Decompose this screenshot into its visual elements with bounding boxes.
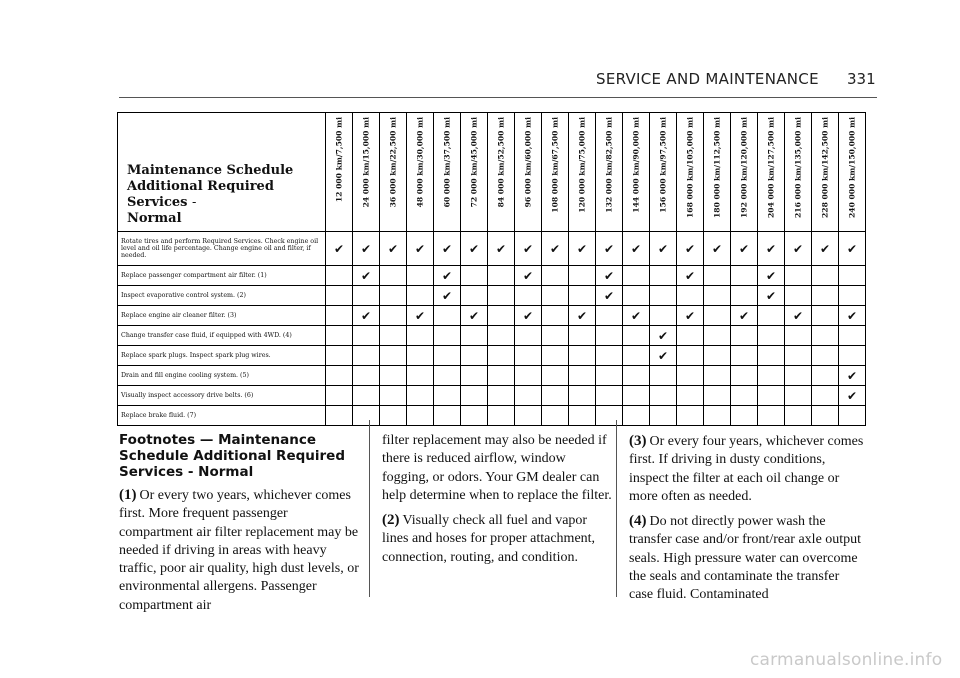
interval-label: 24 000 km/15,000 mi [361, 117, 371, 208]
empty-cell [353, 346, 380, 366]
interval-column-header [569, 113, 596, 232]
empty-cell [461, 266, 488, 286]
empty-cell [326, 346, 353, 366]
check-mark-icon: ✔ [839, 306, 866, 326]
empty-cell [380, 266, 407, 286]
interval-column-header [677, 113, 704, 232]
interval-label: 96 000 km/60,000 mi [523, 117, 533, 208]
empty-cell [758, 406, 785, 426]
empty-cell [380, 366, 407, 386]
empty-cell [407, 326, 434, 346]
interval-label: 36 000 km/22,500 mi [388, 117, 398, 208]
check-mark-icon: ✔ [488, 232, 515, 266]
empty-cell [407, 386, 434, 406]
empty-cell [731, 326, 758, 346]
empty-cell [785, 266, 812, 286]
empty-cell [380, 286, 407, 306]
table-header-row [118, 113, 866, 232]
interval-label: 60 000 km/37,500 mi [442, 117, 452, 208]
empty-cell [731, 366, 758, 386]
check-mark-icon: ✔ [326, 232, 353, 266]
empty-cell [353, 366, 380, 386]
footnote-3-number: (3) [629, 433, 647, 449]
service-item-label: Change transfer case fluid, if equipped with 4WD. (4) [118, 326, 326, 346]
table-row [118, 346, 866, 366]
empty-cell [677, 366, 704, 386]
footnotes-heading: Footnotes — Maintenance Schedule Additional Required Services - Normal [119, 432, 345, 480]
table-row [118, 406, 866, 426]
check-mark-icon: ✔ [596, 286, 623, 306]
check-mark-icon: ✔ [839, 366, 866, 386]
check-mark-icon: ✔ [677, 266, 704, 286]
check-mark-icon: ✔ [407, 232, 434, 266]
service-item-label: Drain and fill engine cooling system. (5) [118, 366, 326, 386]
check-mark-icon: ✔ [758, 266, 785, 286]
empty-cell [839, 286, 866, 306]
interval-label: 72 000 km/45,000 mi [469, 117, 479, 208]
empty-cell [623, 366, 650, 386]
empty-cell [785, 386, 812, 406]
empty-cell [677, 286, 704, 306]
check-mark-icon: ✔ [515, 232, 542, 266]
maintenance-schedule-table-wrap [117, 112, 866, 426]
empty-cell [812, 386, 839, 406]
empty-cell [677, 386, 704, 406]
service-item-label: Visually inspect accessory drive belts. (6) [118, 386, 326, 406]
text-column-3 [629, 432, 865, 611]
empty-cell [326, 406, 353, 426]
empty-cell [596, 306, 623, 326]
check-mark-icon: ✔ [434, 232, 461, 266]
text-column-2 [382, 432, 612, 573]
empty-cell [434, 346, 461, 366]
empty-cell [569, 266, 596, 286]
interval-label: 180 000 km/112,500 mi [712, 117, 722, 218]
empty-cell [596, 406, 623, 426]
check-mark-icon: ✔ [461, 306, 488, 326]
empty-cell [380, 346, 407, 366]
interval-column-header [407, 113, 434, 232]
empty-cell [569, 286, 596, 306]
interval-column-header [812, 113, 839, 232]
empty-cell [785, 406, 812, 426]
empty-cell [488, 406, 515, 426]
footnote-2-text: Visually check all fuel and vapor lines and hoses for proper attachment, connection, routing, and condition. [382, 513, 596, 565]
interval-column-header [758, 113, 785, 232]
table-title [118, 113, 326, 232]
empty-cell [515, 346, 542, 366]
check-mark-icon: ✔ [650, 326, 677, 346]
empty-cell [650, 266, 677, 286]
empty-cell [812, 326, 839, 346]
empty-cell [704, 286, 731, 306]
check-mark-icon: ✔ [677, 232, 704, 266]
empty-cell [758, 326, 785, 346]
check-mark-icon: ✔ [758, 232, 785, 266]
check-mark-icon: ✔ [596, 232, 623, 266]
interval-label: 228 000 km/142,500 mi [820, 117, 830, 218]
empty-cell [569, 406, 596, 426]
check-mark-icon: ✔ [731, 232, 758, 266]
empty-cell [731, 406, 758, 426]
empty-cell [326, 386, 353, 406]
check-mark-icon: ✔ [407, 306, 434, 326]
empty-cell [434, 306, 461, 326]
empty-cell [650, 406, 677, 426]
empty-cell [407, 366, 434, 386]
check-mark-icon: ✔ [569, 306, 596, 326]
empty-cell [488, 266, 515, 286]
empty-cell [758, 306, 785, 326]
header-divider [119, 97, 877, 98]
empty-cell [542, 386, 569, 406]
check-mark-icon: ✔ [785, 306, 812, 326]
table-title-line2: Additional Required Services [127, 179, 274, 210]
empty-cell [380, 306, 407, 326]
check-mark-icon: ✔ [623, 306, 650, 326]
empty-cell [596, 326, 623, 346]
footnote-4 [629, 512, 865, 604]
interval-label: 132 000 km/82,500 mi [604, 117, 614, 213]
empty-cell [839, 266, 866, 286]
empty-cell [839, 406, 866, 426]
empty-cell [542, 266, 569, 286]
empty-cell [515, 366, 542, 386]
check-mark-icon: ✔ [650, 232, 677, 266]
empty-cell [731, 266, 758, 286]
check-mark-icon: ✔ [758, 286, 785, 306]
empty-cell [758, 346, 785, 366]
empty-cell [326, 306, 353, 326]
check-mark-icon: ✔ [596, 266, 623, 286]
table-row [118, 386, 866, 406]
footnote-1-text: Or every two years, whichever comes first. More frequent passenger compartment air filter replacement may be needed if driving in areas with heavy traffic, poor air quality, high dust levels, or environmental allergens. Passenger compartment air [119, 488, 359, 613]
empty-cell [704, 266, 731, 286]
check-mark-icon: ✔ [515, 266, 542, 286]
empty-cell [515, 386, 542, 406]
empty-cell [650, 386, 677, 406]
interval-label: 120 000 km/75,000 mi [577, 117, 587, 213]
interval-column-header [461, 113, 488, 232]
empty-cell [461, 346, 488, 366]
table-title-dash: - [192, 195, 197, 210]
empty-cell [488, 286, 515, 306]
column-divider [616, 420, 617, 597]
empty-cell [407, 406, 434, 426]
empty-cell [353, 386, 380, 406]
empty-cell [785, 286, 812, 306]
empty-cell [326, 266, 353, 286]
check-mark-icon: ✔ [353, 266, 380, 286]
empty-cell [677, 326, 704, 346]
empty-cell [407, 266, 434, 286]
empty-cell [623, 286, 650, 306]
empty-cell [839, 326, 866, 346]
interval-label: 240 000 km/150,000 mi [847, 117, 857, 218]
empty-cell [569, 326, 596, 346]
empty-cell [785, 366, 812, 386]
service-item-label: Replace passenger compartment air filter. (1) [118, 266, 326, 286]
empty-cell [461, 406, 488, 426]
footnote-2-number: (2) [382, 512, 400, 529]
empty-cell [461, 366, 488, 386]
empty-cell [650, 306, 677, 326]
empty-cell [812, 266, 839, 286]
interval-label: 168 000 km/105,000 mi [685, 117, 695, 218]
empty-cell [812, 346, 839, 366]
empty-cell [785, 326, 812, 346]
service-item-label: Rotate tires and perform Required Services. Check engine oil level and oil life percentage. Change engine oil and filter, if needed. [118, 232, 326, 266]
interval-column-header [623, 113, 650, 232]
check-mark-icon: ✔ [569, 232, 596, 266]
empty-cell [515, 286, 542, 306]
empty-cell [623, 346, 650, 366]
empty-cell [542, 346, 569, 366]
empty-cell [353, 286, 380, 306]
check-mark-icon: ✔ [353, 306, 380, 326]
empty-cell [731, 286, 758, 306]
check-mark-icon: ✔ [461, 232, 488, 266]
page-number: 331 [847, 70, 876, 88]
footnote-3 [629, 432, 865, 506]
check-mark-icon: ✔ [704, 232, 731, 266]
empty-cell [488, 306, 515, 326]
empty-cell [380, 326, 407, 346]
interval-column-header [488, 113, 515, 232]
table-row [118, 232, 866, 266]
empty-cell [839, 346, 866, 366]
interval-column-header [839, 113, 866, 232]
interval-label: 48 000 km/30,000 mi [415, 117, 425, 208]
interval-column-header [596, 113, 623, 232]
empty-cell [758, 386, 785, 406]
empty-cell [623, 406, 650, 426]
empty-cell [596, 366, 623, 386]
footnote-4-text: Do not directly power wash the transfer case and/or front/rear axle output seals. High pressure water can overcome the seals and contaminate the transfer case fluid. Contaminated [629, 514, 862, 603]
table-row [118, 306, 866, 326]
empty-cell [326, 286, 353, 306]
interval-column-header [650, 113, 677, 232]
empty-cell [542, 326, 569, 346]
empty-cell [731, 386, 758, 406]
empty-cell [677, 406, 704, 426]
empty-cell [542, 306, 569, 326]
table-row [118, 266, 866, 286]
check-mark-icon: ✔ [812, 232, 839, 266]
check-mark-icon: ✔ [542, 232, 569, 266]
interval-column-header [515, 113, 542, 232]
empty-cell [434, 386, 461, 406]
empty-cell [596, 386, 623, 406]
section-title: SERVICE AND MAINTENANCE [596, 70, 819, 88]
interval-label: 108 000 km/67,500 mi [550, 117, 560, 213]
maintenance-schedule-table [117, 112, 866, 426]
empty-cell [785, 346, 812, 366]
interval-label: 12 000 km/7,500 mi [334, 117, 344, 203]
watermark-text: carmanualsonline.info [750, 650, 943, 670]
check-mark-icon: ✔ [515, 306, 542, 326]
empty-cell [596, 346, 623, 366]
empty-cell [326, 326, 353, 346]
empty-cell [353, 406, 380, 426]
table-row [118, 286, 866, 306]
footnote-1-continued: filter replacement may also be needed if there is reduced airflow, window fogging, or odors. Your GM dealer can help determine when to replace the filter. [382, 433, 612, 503]
interval-column-header [785, 113, 812, 232]
empty-cell [623, 266, 650, 286]
footnote-4-number: (4) [629, 513, 647, 530]
empty-cell [434, 366, 461, 386]
table-row [118, 366, 866, 386]
empty-cell [407, 286, 434, 306]
empty-cell [704, 326, 731, 346]
empty-cell [731, 346, 758, 366]
empty-cell [461, 386, 488, 406]
service-item-label: Inspect evaporative control system. (2) [118, 286, 326, 306]
empty-cell [812, 286, 839, 306]
interval-label: 156 000 km/97,500 mi [658, 117, 668, 213]
empty-cell [677, 346, 704, 366]
empty-cell [704, 346, 731, 366]
check-mark-icon: ✔ [731, 306, 758, 326]
check-mark-icon: ✔ [650, 346, 677, 366]
interval-label: 144 000 km/90,000 mi [631, 117, 641, 213]
empty-cell [461, 286, 488, 306]
interval-label: 84 000 km/52,500 mi [496, 117, 506, 208]
empty-cell [488, 366, 515, 386]
interval-column-header [731, 113, 758, 232]
interval-column-header [704, 113, 731, 232]
empty-cell [542, 286, 569, 306]
empty-cell [812, 306, 839, 326]
text-column-1 [119, 432, 361, 621]
empty-cell [623, 326, 650, 346]
table-body [118, 232, 866, 426]
empty-cell [650, 286, 677, 306]
table-title-line1: Maintenance Schedule [127, 163, 294, 178]
empty-cell [515, 406, 542, 426]
check-mark-icon: ✔ [623, 232, 650, 266]
check-mark-icon: ✔ [434, 286, 461, 306]
empty-cell [488, 346, 515, 366]
empty-cell [569, 386, 596, 406]
empty-cell [380, 406, 407, 426]
interval-column-header [353, 113, 380, 232]
empty-cell [461, 326, 488, 346]
empty-cell [569, 346, 596, 366]
check-mark-icon: ✔ [434, 266, 461, 286]
service-item-label: Replace brake fluid. (7) [118, 406, 326, 426]
service-item-label: Replace spark plugs. Inspect spark plug wires. [118, 346, 326, 366]
empty-cell [434, 326, 461, 346]
check-mark-icon: ✔ [839, 386, 866, 406]
empty-cell [812, 406, 839, 426]
empty-cell [704, 386, 731, 406]
empty-cell [380, 386, 407, 406]
empty-cell [650, 366, 677, 386]
interval-label: 204 000 km/127,500 mi [766, 117, 776, 218]
empty-cell [704, 366, 731, 386]
empty-cell [569, 366, 596, 386]
empty-cell [434, 406, 461, 426]
interval-column-header [326, 113, 353, 232]
empty-cell [758, 366, 785, 386]
service-item-label: Replace engine air cleaner filter. (3) [118, 306, 326, 326]
empty-cell [515, 326, 542, 346]
empty-cell [326, 366, 353, 386]
check-mark-icon: ✔ [677, 306, 704, 326]
empty-cell [623, 386, 650, 406]
empty-cell [704, 406, 731, 426]
footnote-1-number: (1) [119, 487, 137, 503]
check-mark-icon: ✔ [785, 232, 812, 266]
check-mark-icon: ✔ [380, 232, 407, 266]
interval-label: 192 000 km/120,000 mi [739, 117, 749, 218]
table-row [118, 326, 866, 346]
empty-cell [812, 366, 839, 386]
empty-cell [407, 346, 434, 366]
empty-cell [542, 406, 569, 426]
empty-cell [704, 306, 731, 326]
check-mark-icon: ✔ [353, 232, 380, 266]
footnote-1 [119, 486, 361, 615]
table-title-line3: Normal [127, 211, 182, 226]
check-mark-icon: ✔ [839, 232, 866, 266]
footnote-2 [382, 511, 612, 567]
empty-cell [542, 366, 569, 386]
interval-column-header [434, 113, 461, 232]
empty-cell [353, 326, 380, 346]
interval-label: 216 000 km/135,000 mi [793, 117, 803, 218]
column-divider [369, 420, 370, 597]
footnote-3-text: Or every four years, whichever comes first. If driving in dusty conditions, inspect the filter at each oil change or more often as needed. [629, 434, 864, 504]
empty-cell [488, 326, 515, 346]
interval-column-header [542, 113, 569, 232]
interval-column-header [380, 113, 407, 232]
empty-cell [488, 386, 515, 406]
